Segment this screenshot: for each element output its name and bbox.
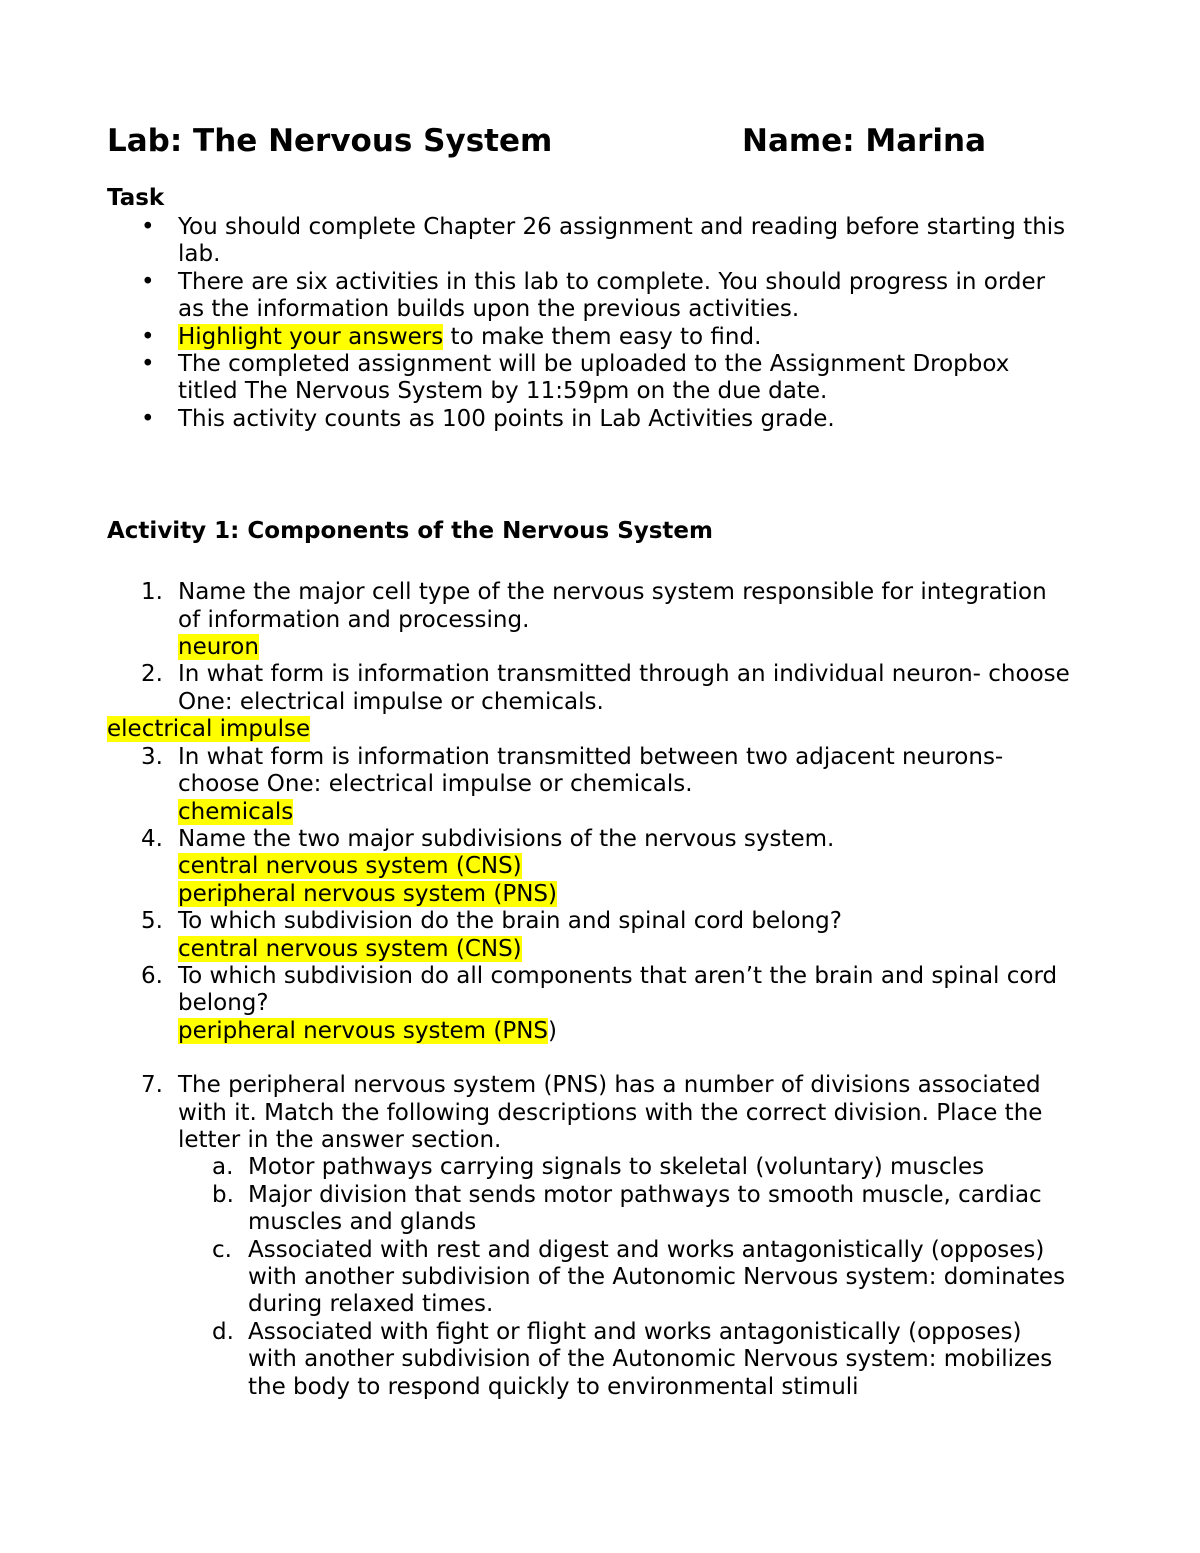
option-continuation: with another subdivision of the Autonomic Nervous system: mobilizes: [248, 1346, 1053, 1373]
question-item: 4. Name the two major subdivisions of the nervous system.: [141, 825, 835, 852]
question-continuation: choose One: electrical impulse or chemicals.: [178, 771, 693, 798]
question-item: 3. In what form is information transmitted between two adjacent neurons-: [141, 743, 1004, 770]
bullet-icon: •: [141, 405, 155, 432]
answer: peripheral nervous system (PNS): [178, 880, 557, 907]
answer: chemicals: [178, 798, 294, 825]
activity-heading: Activity 1: Components of the Nervous System: [107, 518, 713, 545]
page-title: [107, 121, 1107, 161]
bullet-icon: •: [141, 268, 155, 295]
question-item: 2. In what form is information transmitted through an individual neuron- choose: [141, 661, 1070, 688]
list-item: • You should complete Chapter 26 assignment and reading before starting this: [141, 214, 1066, 240]
question-item: 1. Name the major cell type of the nervous system responsible for integration: [141, 579, 1047, 606]
answer: central nervous system (CNS): [178, 853, 522, 880]
answer: peripheral nervous system (PNS): [178, 1017, 558, 1044]
list-item-continuation: as the information builds upon the previous activities.: [178, 296, 800, 323]
question-continuation: letter in the answer section.: [178, 1126, 502, 1153]
highlighted-text: Highlight your answers: [178, 323, 444, 350]
list-item: • Highlight your answers to make them easy to find.: [141, 323, 762, 350]
option-continuation: muscles and glands: [248, 1209, 477, 1236]
option-item: c. Associated with rest and digest and works antagonistically (opposes): [212, 1236, 1045, 1263]
list-item-continuation: lab.: [178, 241, 221, 268]
question-continuation: belong?: [178, 990, 269, 1017]
question-item: 7. The peripheral nervous system (PNS) has a number of divisions associated: [141, 1072, 1041, 1099]
task-heading: Task: [107, 185, 165, 211]
list-item-continuation: titled The Nervous System by 11:59pm on the due date.: [178, 378, 828, 405]
question-continuation: One: electrical impulse or chemicals.: [178, 688, 604, 715]
option-item: d. Associated with fight or flight and works antagonistically (opposes): [212, 1318, 1022, 1345]
option-continuation: the body to respond quickly to environmental stimuli: [248, 1373, 859, 1400]
question-item: 5. To which subdivision do the brain and spinal cord belong?: [141, 908, 842, 935]
question-continuation: of information and processing.: [178, 606, 530, 633]
option-continuation: with another subdivision of the Autonomic Nervous system: dominates: [248, 1264, 1066, 1290]
list-item: • This activity counts as 100 points in Lab Activities grade.: [141, 405, 835, 432]
question-list: [107, 579, 1107, 1401]
answer: central nervous system (CNS): [178, 935, 522, 962]
list-item: • There are six activities in this lab to complete. You should progress in order: [141, 268, 1046, 295]
student-name: Name: Marina: [742, 123, 987, 159]
list-item: • The completed assignment will be uploaded to the Assignment Dropbox: [141, 351, 1010, 378]
question-continuation: with it. Match the following descriptions with the correct division. Place the: [178, 1099, 1043, 1126]
option-item: b. Major division that sends motor pathways to smooth muscle, cardiac: [212, 1181, 1042, 1208]
document-body: [107, 182, 1107, 1401]
lab-title: Lab: The Nervous System: [107, 123, 553, 159]
bullet-icon: •: [141, 323, 155, 350]
question-item: 6. To which subdivision do all components that aren’t the brain and spinal cord: [141, 962, 1058, 989]
task-list: [107, 214, 1107, 433]
option-item: a. Motor pathways carrying signals to skeletal (voluntary) muscles: [212, 1154, 985, 1181]
answer: neuron: [178, 634, 259, 661]
option-continuation: during relaxed times.: [248, 1291, 494, 1318]
bullet-icon: •: [141, 214, 155, 240]
bullet-icon: •: [141, 351, 155, 378]
answer: electrical impulse: [107, 716, 311, 743]
